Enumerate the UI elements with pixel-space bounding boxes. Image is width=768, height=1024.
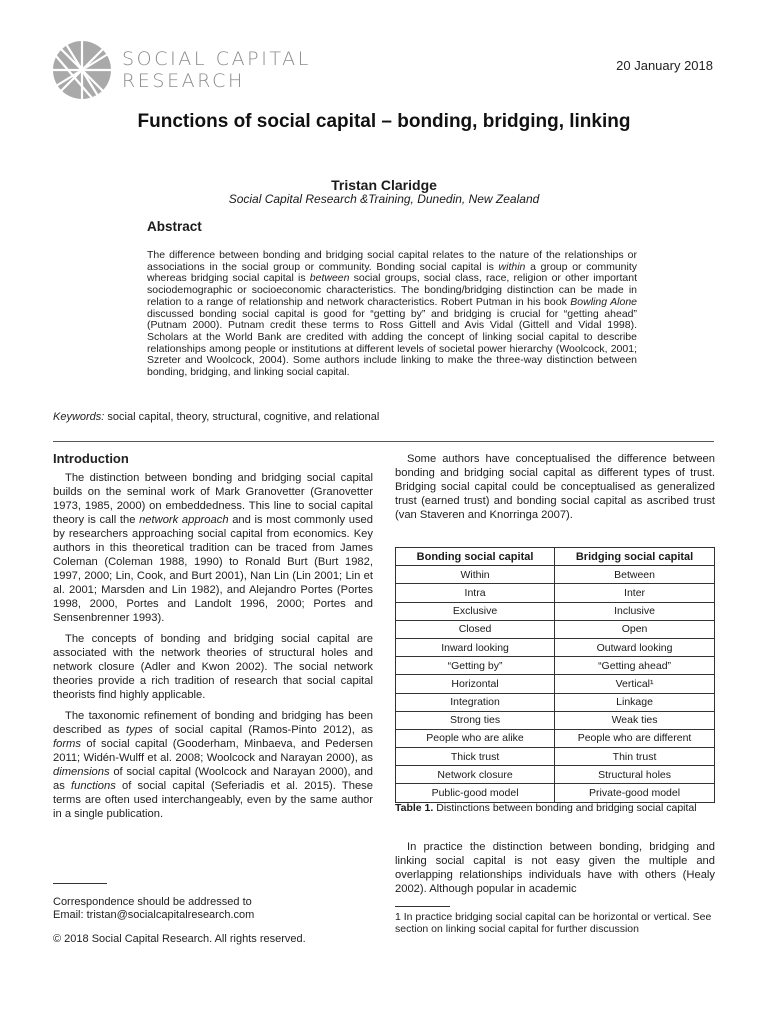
table-cell: Between [555, 566, 715, 584]
text-emphasis: network approach [139, 514, 229, 526]
table-cell: People who are different [555, 729, 715, 747]
table-cell: Inward looking [396, 638, 555, 656]
practice-paragraph: In practice the distinction between bonding, bridging and linking social capital is not easy given the multiple and overlapping relationships individuals have with others (Healy 2002). Although popular in academic [395, 841, 715, 895]
logo-line-2: RESEARCH [122, 70, 245, 92]
abstract-text-part: The difference between bonding and bridging social capital relates to the nature of the relationships or associations in the social group or community. Bonding social capital is [147, 249, 637, 273]
text-part: The taxonomic refinement of bonding and bridging has been described as [53, 710, 373, 736]
copyright-notice: © 2018 Social Capital Research. All rights reserved. [53, 933, 306, 945]
table-cell: Closed [396, 620, 555, 638]
abstract-text-part: a group or community whereas bridging social capital is [147, 260, 637, 285]
table-cell: Open [555, 620, 715, 638]
table-row [396, 784, 715, 802]
table-row [396, 657, 715, 675]
abstract-emphasis: within [498, 260, 526, 273]
table-cell: “Getting by” [396, 657, 555, 675]
table-cell: “Getting ahead” [555, 657, 715, 675]
network-globe-icon [52, 40, 112, 100]
text-part: The distinction between bonding and bridging social capital builds on the seminal work of Mark Granovetter (Granovetter 1973, 1985, 2000) on embeddedness. This line to social capital theory is call the [53, 472, 373, 526]
table-cell: Thick trust [396, 748, 555, 766]
text-emphasis: forms [53, 738, 81, 750]
bonding-bridging-table [395, 547, 715, 803]
logo-line-1: SOCIAL CAPITAL [122, 48, 311, 70]
trust-paragraph: Some authors have conceptualised the difference between bonding and bridging social capital as different types of trust. Bridging social capital could be conceptualised as generalized trust (earned trust) and bonding social capital as ascribed trust (van Staveren and Knorringa 2007). [395, 453, 715, 521]
table-row [396, 729, 715, 747]
abstract-text-part: discussed bonding social capital is good for “getting by” and bridging is crucial for “getting ahead” (Putnam 2000). Putnam credit these terms to Ross Gittell and Avis Vidal (Gittell and Vidal 1998). Scholars at the World Bank are credited with adding the concept of linking social capital to describe relationships among people or institutions at different levels of societal power hierarchy (Woolcock, 2001; Szreter and Woolcock, 2004). Some authors include linking to make the three-way distinction between bonding, bridging, and linking social capital. [147, 307, 637, 379]
intro-paragraph-3 [53, 709, 373, 821]
table-header-row [396, 548, 715, 566]
table-row [396, 620, 715, 638]
table-row [396, 602, 715, 620]
table-row [396, 748, 715, 766]
right-column-top [395, 452, 715, 529]
table-row [396, 675, 715, 693]
table-cell: Inclusive [555, 602, 715, 620]
table-row [396, 766, 715, 784]
table-cell: People who are alike [396, 729, 555, 747]
abstract-heading: Abstract [147, 219, 202, 234]
text-emphasis: types [126, 724, 153, 736]
table-cell: Vertical¹ [555, 675, 715, 693]
text-emphasis: dimensions [53, 766, 110, 778]
table-caption [395, 802, 715, 814]
caption-label: Table 1. [395, 802, 434, 814]
keywords [53, 411, 379, 423]
table-cell: Strong ties [396, 711, 555, 729]
abstract-text-part: social groups, social class, race, religion or other important sociodemographic or socioeconomic characteristics. The bonding/bridging distinction can be made in relation to a range of relationship and network characteristics. Robert Putman in his book [147, 272, 637, 308]
table-cell: Structural holes [555, 766, 715, 784]
table-cell: Integration [396, 693, 555, 711]
publisher-logo [52, 40, 311, 100]
logo-wordmark [122, 48, 311, 92]
table-cell: Exclusive [396, 602, 555, 620]
author-affiliation: Social Capital Research &Training, Dunedin, New Zealand [228, 192, 540, 206]
footnote: 1 In practice bridging social capital can be horizontal or vertical. See section on linking social capital for further discussion [395, 911, 712, 935]
correspondence-divider [53, 883, 107, 884]
footnote-divider [395, 906, 450, 907]
abstract-emphasis: between [309, 272, 350, 285]
text-part: of social capital (Gooderham, Minbaeva, and Pedersen 2011; Widén-Wulff et al. 2008; Woolcock and Narayan 2000), as [53, 738, 373, 764]
table-cell: Linkage [555, 693, 715, 711]
intro-paragraph-1 [53, 471, 373, 625]
right-column-bottom [395, 840, 715, 903]
table-cell: Inter [555, 584, 715, 602]
left-column [53, 452, 373, 828]
paper-title: Functions of social capital – bonding, bridging, linking [137, 111, 631, 132]
text-part: of social capital (Seferiadis et al. 2015). These terms are often used interchangeably, even by the same author in a single publication. [53, 780, 373, 820]
author-name: Tristan Claridge [331, 177, 437, 193]
table-cell: Outward looking [555, 638, 715, 656]
table-row [396, 693, 715, 711]
table-row [396, 584, 715, 602]
table-row [396, 711, 715, 729]
table-cell: Thin trust [555, 748, 715, 766]
table-header-bonding: Bonding social capital [396, 548, 555, 566]
caption-text: Distinctions between bonding and bridging social capital [433, 802, 697, 814]
text-part: of social capital (Ramos-Pinto 2012), as [152, 724, 373, 736]
keywords-label: Keywords: [53, 411, 105, 423]
table-cell: Intra [396, 584, 555, 602]
correspondence [53, 896, 254, 922]
table-cell: Network closure [396, 766, 555, 784]
table-row [396, 638, 715, 656]
table-cell: Within [396, 566, 555, 584]
intro-paragraph-2: The concepts of bonding and bridging social capital are associated with the network theories of structural holes and network closure (Adler and Kwon 2002). The social network theories provide a rich tradition of research that social capital theorists find highly applicable. [53, 633, 373, 701]
abstract-emphasis: Bowling Alone [570, 295, 638, 308]
table-cell: Weak ties [555, 711, 715, 729]
table-cell: Public-good model [396, 784, 555, 802]
abstract-text [147, 250, 637, 379]
section-divider [53, 441, 714, 442]
text-emphasis: functions [71, 780, 116, 792]
correspondence-line: Correspondence should be addressed to [53, 896, 252, 908]
table-row [396, 566, 715, 584]
text-part: and is most commonly used by researchers approaching social capital from economics. Key authors in this theoretical tradition can be traced from James Coleman (Coleman 1988, 1990) to Ronald Burt (Burt 1982, 1997, 2000; Lin, Cook, and Burt 2001), Nan Lin (Lin 2001; Lin et al. 2001; Marsden and Lin 1982), and Alejandro Portes (Portes 1998, 2000, Portes and Landolt 1996, 2000; Portes and Sensenbrenner 1993). [53, 514, 373, 624]
table-cell: Horizontal [396, 675, 555, 693]
correspondence-email: Email: tristan@socialcapitalresearch.com [53, 909, 255, 921]
keywords-list: social capital, theory, structural, cognitive, and relational [104, 411, 380, 423]
table-header-bridging: Bridging social capital [555, 548, 715, 566]
introduction-heading: Introduction [53, 451, 129, 466]
publication-date: 20 January 2018 [616, 58, 713, 73]
text-part: of social capital (Woolcock and Narayan 2000), and as [53, 766, 373, 792]
table-cell: Private-good model [555, 784, 715, 802]
